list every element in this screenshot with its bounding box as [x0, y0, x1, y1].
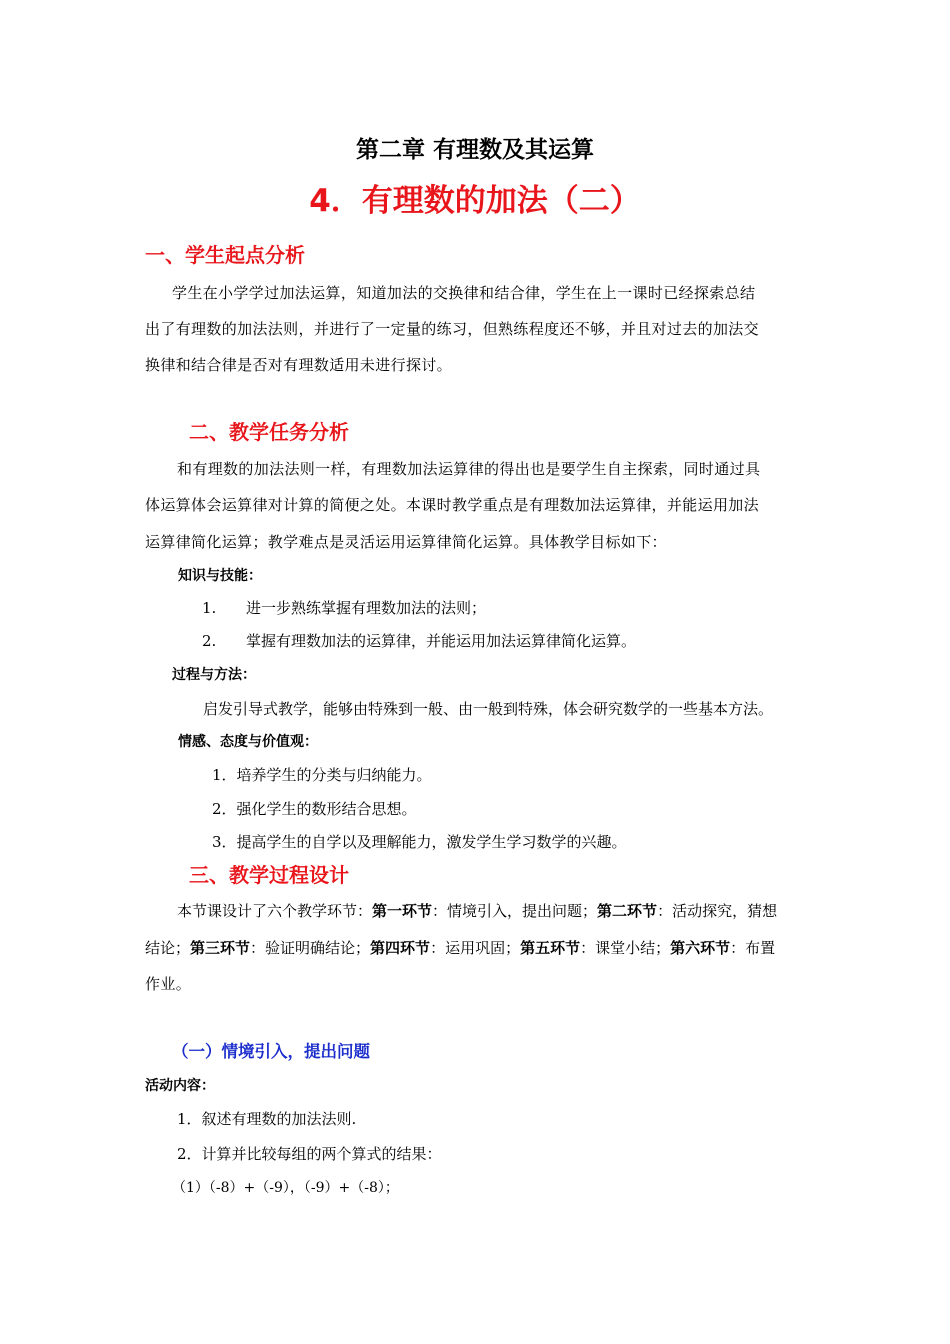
attitude-item-2: 2．强化学生的数形结合思想。: [212, 800, 417, 818]
section1-line-3: 换律和结合律是否对有理数适用未进行探讨。: [145, 356, 453, 374]
section1-line-1: 学生在小学学过加法运算，知道加法的交换律和结合律，学生在上一课时已经探索总结: [172, 284, 756, 302]
section2-line-3: 运算律简化运算；教学难点是灵活运用运算律简化运算。具体教学目标如下：: [145, 533, 667, 551]
attitude-item-1: 1．培养学生的分类与归纳能力。: [212, 766, 432, 784]
keyword-step-5: 第五环节: [520, 939, 581, 957]
keyword-step-6: 第六环节: [670, 939, 731, 957]
knowledge-item-1: [202, 596, 486, 620]
knowledge-item-1-num: 1.: [202, 599, 217, 617]
section3-line-2-text-c: ：运用巩固；: [430, 939, 521, 957]
section1-line-2: 出了有理数的加法法则，并进行了一定量的练习，但熟练程度还不够，并且对过去的加法交: [145, 320, 760, 338]
keyword-step-1: 第一环节: [372, 902, 433, 920]
section3-line-1-text-a: 本节课设计了六个教学环节：: [177, 902, 373, 920]
lesson-title: 4．有理数的加法（二）: [309, 183, 641, 219]
knowledge-item-2-text: 掌握有理数加法的运算律，并能运用加法运算律简化运算。: [246, 632, 637, 650]
activity-item-1: 1．叙述有理数的加法法则.: [177, 1110, 357, 1128]
section2-line-1: 和有理数的加法法则一样，有理数加法运算律的得出也是要学生自主探索，同时通过具: [177, 460, 761, 478]
activity-item-3: （1）（-8）+（-9），（-9）+（-8）；: [172, 1180, 399, 1196]
knowledge-item-2-num: 2.: [202, 632, 217, 650]
keyword-step-4: 第四环节: [370, 939, 431, 957]
section3-line-2-text-d: ：课堂小结；: [580, 939, 671, 957]
knowledge-item-1-text: 进一步熟练掌握有理数加法的法则；: [246, 599, 487, 617]
chapter-title: 第二章 有理数及其运算: [355, 137, 594, 163]
process-title: 过程与方法：: [172, 667, 256, 683]
knowledge-item-2: [202, 629, 636, 653]
process-text: 启发引导式教学，能够由特殊到一般、由一般到特殊，体会研究数学的一些基本方法。: [203, 700, 774, 718]
attitude-title: 情感、态度与价值观：: [178, 734, 318, 750]
activity-title: 活动内容：: [145, 1078, 215, 1094]
section3-line-2-text-a: 结论；: [145, 939, 191, 957]
section2-line-2: 体运算体会运算律对计算的简便之处。本课时教学重点是有理数加法运算律，并能运用加法: [145, 496, 760, 514]
section3-line-1-text-b: ：情境引入，提出问题；: [432, 902, 598, 920]
section3-line-3: 作业。: [145, 975, 192, 993]
section3-line-2: [145, 936, 775, 960]
keyword-step-2: 第二环节: [597, 902, 658, 920]
section3-line-2-text-e: ：布置: [730, 939, 776, 957]
keyword-step-3: 第三环节: [190, 939, 251, 957]
activity-item-2: 2．计算并比较每组的两个算式的结果：: [177, 1145, 442, 1163]
section3-line-1: [177, 899, 777, 923]
knowledge-title: 知识与技能：: [178, 568, 262, 584]
attitude-item-3: 3．提高学生的自学以及理解能力，激发学生学习数学的兴趣。: [212, 833, 627, 851]
section1-heading: 一、学生起点分析: [145, 243, 305, 267]
section3-line-2-text-b: ：验证明确结论；: [250, 939, 371, 957]
section3-line-1-text-c: ：活动探究，猜想: [657, 902, 778, 920]
section2-heading: 二、教学任务分析: [189, 420, 349, 444]
subsection-heading: （一）情境引入，提出问题: [172, 1042, 370, 1061]
section3-heading: 三、教学过程设计: [189, 863, 349, 887]
